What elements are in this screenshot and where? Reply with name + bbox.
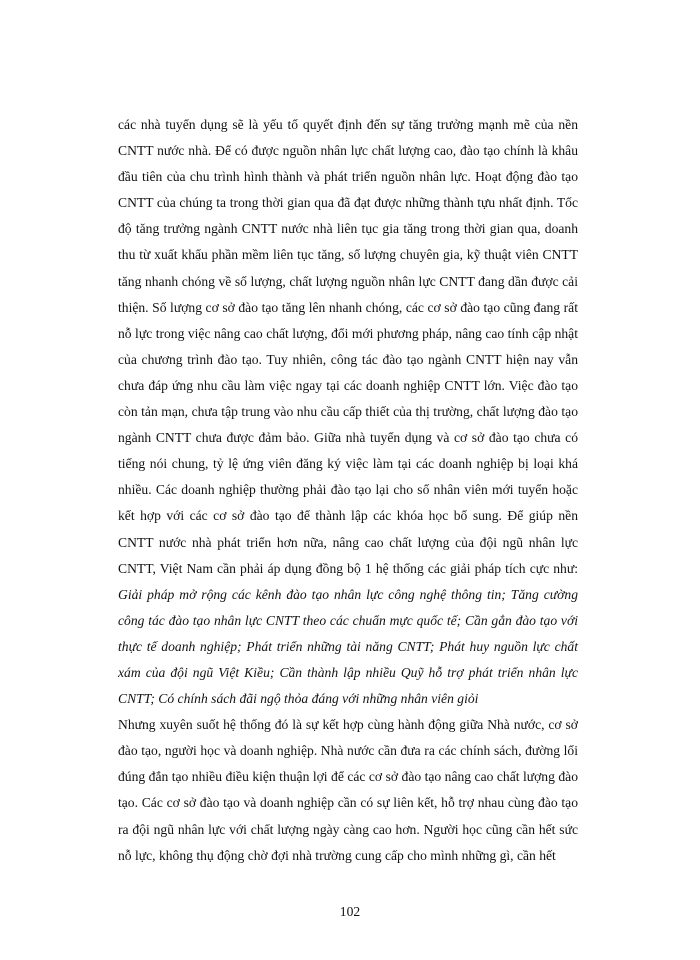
- body-text: [118, 112, 578, 869]
- paragraph-1-regular-text: các nhà tuyển dụng sẽ là yếu tố quyết định đến sự tăng trưởng mạnh mẽ của nền CNTT nước nhà. Để có được nguồn nhân lực chất lượng cao, đào tạo chính là khâu đầu tiên của chu trình hình thành và phát triển nguồn nhân lực. Hoạt động đào tạo CNTT của chúng ta trong thời gian qua đã đạt được những thành tựu nhất định. Tốc độ tăng trưởng ngành CNTT nước nhà liên tục gia tăng trong thời gian qua, doanh thu từ xuất khẩu phần mềm liên tục tăng, số lượng chuyên gia, kỹ thuật viên CNTT tăng nhanh chóng về số lượng, chất lượng nguồn nhân lực CNTT đang dần được cải thiện. Số lượng cơ sở đào tạo tăng lên nhanh chóng, các cơ sở đào tạo cũng đang rất nỗ lực trong việc nâng cao chất lượng, đổi mới phương pháp, nâng cao tính cập nhật của chương trình đào tạo. Tuy nhiên, công tác đào tạo ngành CNTT hiện nay vẫn chưa đáp ứng nhu cầu làm việc ngay tại các doanh nghiệp CNTT lớn. Việc đào tạo còn tản mạn, chưa tập trung vào nhu cầu cấp thiết của thị trường, chất lượng đào tạo ngành CNTT chưa được đảm bảo. Giữa nhà tuyển dụng và cơ sở đào tạo chưa có tiếng nói chung, tỷ lệ ứng viên đăng ký việc làm tại các doanh nghiệp bị loại khá nhiều. Các doanh nghiệp thường phải đào tạo lại cho số nhân viên mới tuyển hoặc kết hợp với các cơ sở đào tạo để thành lập các khóa học bổ sung. Để giúp nền CNTT nước nhà phát triển hơn nữa, nâng cao chất lượng của đội ngũ nhân lực CNTT, Việt Nam cần phải áp dụng đồng bộ 1 hệ thống các giải pháp tích cực như:: [118, 117, 578, 576]
- paragraph-1: [118, 112, 578, 712]
- paragraph-1-italic-solutions: Giải pháp mở rộng các kênh đào tạo nhân lực công nghệ thông tin; Tăng cường công tác đào tạo nhân lực CNTT theo các chuẩn mực quốc tế; Cần gắn đào tạo với thực tế doanh nghiệp; Phát triển những tài năng CNTT; Phát huy nguồn lực chất xám của đội ngũ Việt Kiều; Cần thành lập nhiều Quỹ hỗ trợ phát triển nhân lực CNTT; Có chính sách đãi ngộ thỏa đáng với những nhân viên giỏi: [118, 586, 578, 707]
- paragraph-2: Nhưng xuyên suốt hệ thống đó là sự kết hợp cùng hành động giữa Nhà nước, cơ sở đào tạo, người học và doanh nghiệp. Nhà nước cần đưa ra các chính sách, đường lối đúng đắn tạo nhiều điều kiện thuận lợi để các cơ sở đào tạo nâng cao chất lượng đào tạo. Các cơ sở đào tạo và doanh nghiệp cần có sự liên kết, hỗ trợ nhau cùng đào tạo ra đội ngũ nhân lực với chất lượng ngày càng cao hơn. Người học cũng cần hết sức nỗ lực, không thụ động chờ đợi nhà trường cung cấp cho mình những gì, cần hết: [118, 717, 578, 863]
- page-number: 102: [339, 904, 361, 919]
